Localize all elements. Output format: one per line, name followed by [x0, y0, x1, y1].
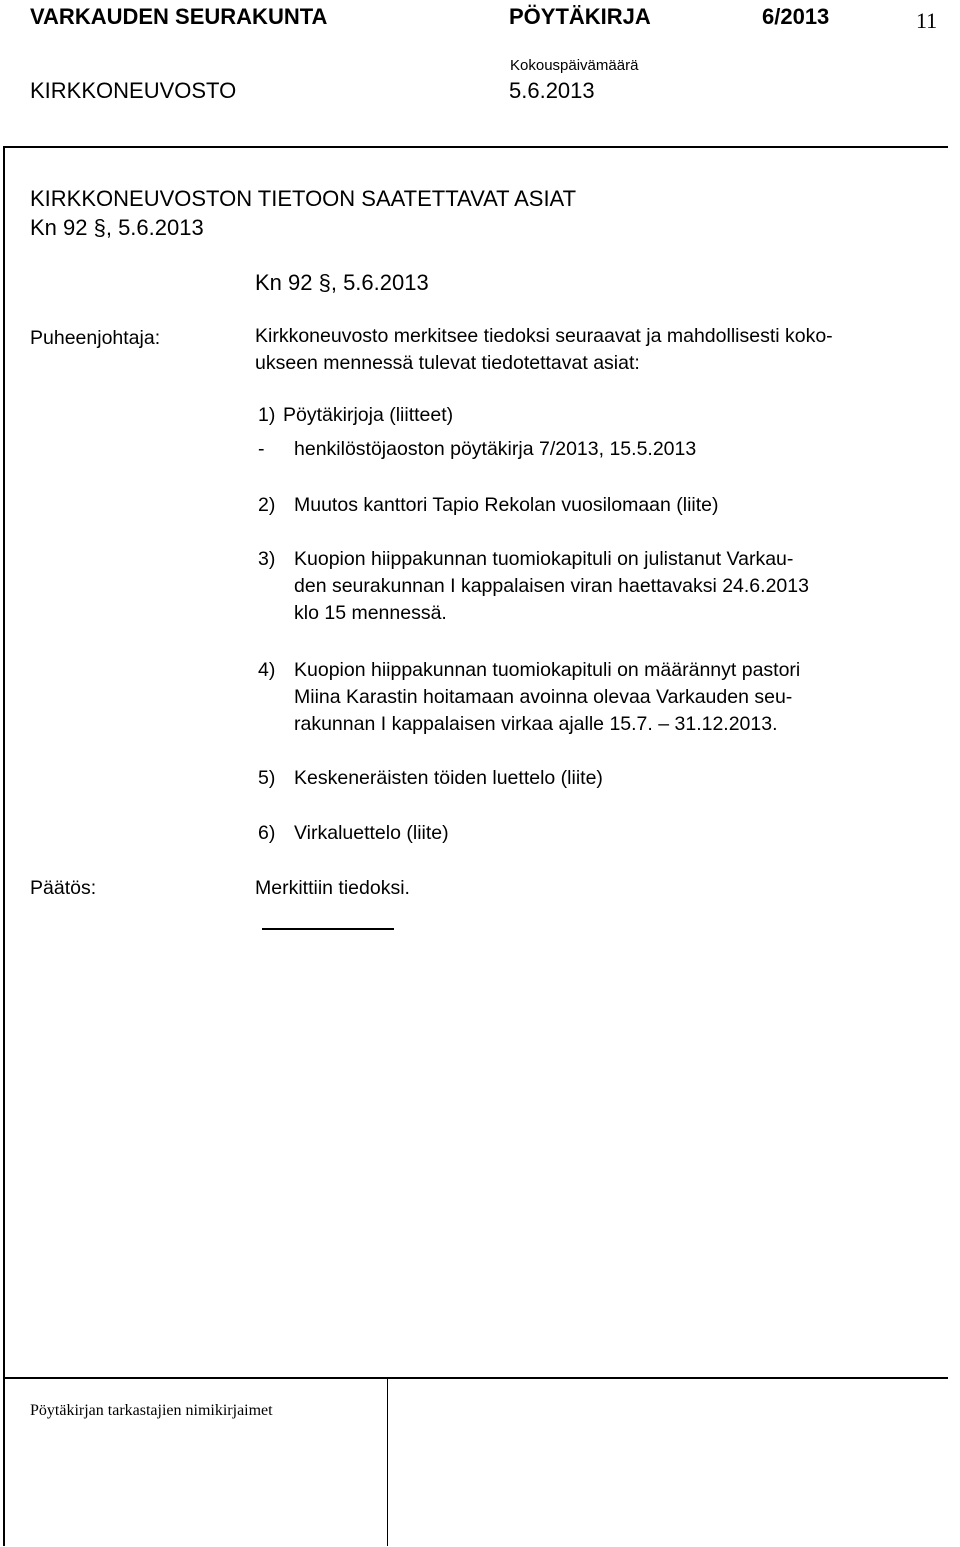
- footer-column-line: [387, 1378, 388, 1546]
- list-item-6-text: Virkaluettelo (liite): [294, 822, 449, 844]
- item-ref: Kn 92 §, 5.6.2013: [255, 270, 429, 295]
- chair-label: Puheenjohtaja:: [30, 327, 161, 349]
- list-item-3-line-2: den seurakunnan I kappalaisen viran haettavaksi 24.6.2013: [294, 575, 809, 597]
- list-item-4-number: 4): [258, 659, 276, 681]
- list-item-1-text: Pöytäkirjoja (liitteet): [283, 404, 454, 426]
- governing-body: KIRKKONEUVOSTO: [30, 78, 237, 103]
- list-item-3-line-1: Kuopion hiippakunnan tuomiokapituli on julistanut Varkau-: [294, 548, 794, 570]
- decision-text: Merkittiin tiedoksi.: [255, 877, 410, 899]
- decision-label: Päätös:: [30, 877, 97, 899]
- list-item-4-line-2: Miina Karastin hoitamaan avoinna olevaa Varkauden seu-: [294, 686, 793, 708]
- section-ref: Kn 92 §, 5.6.2013: [30, 215, 204, 240]
- frame-top-line: [3, 146, 948, 148]
- org-name: VARKAUDEN SEURAKUNTA: [30, 4, 328, 29]
- list-item-2-text: Muutos kanttori Tapio Rekolan vuosilomaan (liite): [294, 494, 719, 516]
- list-item-3-number: 3): [258, 548, 276, 570]
- list-item-1-sub-text: henkilöstöjaoston pöytäkirja 7/2013, 15.5.2013: [294, 438, 697, 460]
- page-number: 11: [916, 8, 938, 33]
- list-item-4-line-1: Kuopion hiippakunnan tuomiokapituli on määrännyt pastori: [294, 659, 801, 681]
- list-item-5-number: 5): [258, 767, 276, 789]
- intro-line-2: ukseen mennessä tulevat tiedotettavat asiat:: [255, 352, 640, 374]
- meeting-date-label: Kokouspäivämäärä: [510, 57, 639, 74]
- frame-left-line: [3, 146, 5, 1546]
- list-item-2-number: 2): [258, 494, 276, 516]
- list-item-5-text: Keskeneräisten töiden luettelo (liite): [294, 767, 603, 789]
- list-item-1-number: 1): [258, 404, 276, 426]
- doc-type: PÖYTÄKIRJA: [509, 4, 651, 29]
- list-item-6-number: 6): [258, 822, 276, 844]
- meeting-date: 5.6.2013: [509, 78, 595, 103]
- initials-label: Pöytäkirjan tarkastajien nimikirjaimet: [30, 1402, 273, 1419]
- decision-underline: [262, 928, 394, 930]
- doc-number: 6/2013: [762, 4, 830, 29]
- list-item-3-line-3: klo 15 mennessä.: [294, 602, 447, 624]
- list-item-4-line-3: rakunnan I kappalaisen virkaa ajalle 15.7. – 31.12.2013.: [294, 713, 778, 735]
- section-title: KIRKKONEUVOSTON TIETOON SAATETTAVAT ASIAT: [30, 186, 577, 211]
- footer-divider-line: [3, 1377, 948, 1379]
- list-item-1-sub-dash: -: [258, 438, 265, 460]
- intro-line-1: Kirkkoneuvosto merkitsee tiedoksi seuraavat ja mahdollisesti koko-: [255, 325, 833, 347]
